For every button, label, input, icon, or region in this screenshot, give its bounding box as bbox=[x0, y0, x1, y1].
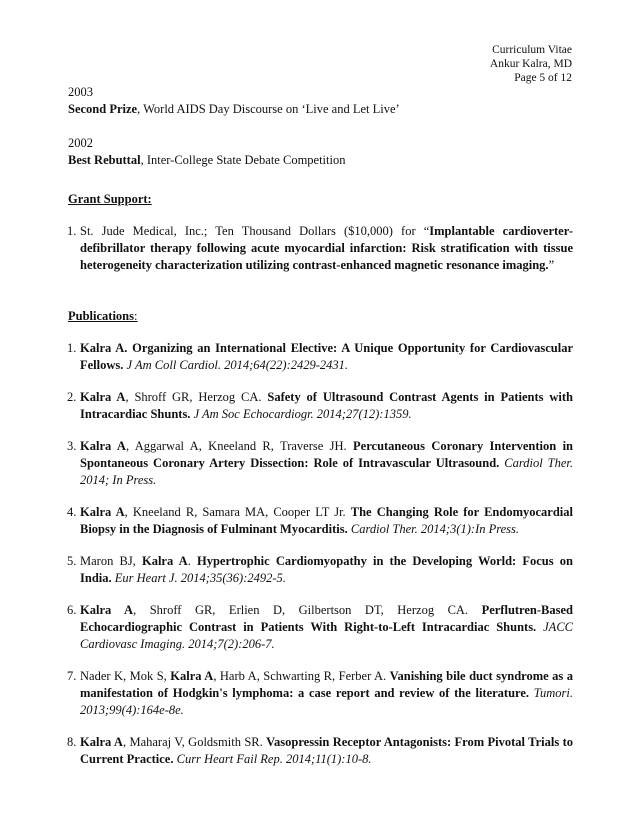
publication-item bbox=[68, 734, 573, 768]
publication-author-self: Kalra A bbox=[170, 669, 214, 683]
grant-closing-quote: ” bbox=[548, 258, 555, 272]
award-description: , Inter-College State Debate Competition bbox=[140, 153, 346, 167]
publication-citation: J Am Soc Echocardiogr. 2014;27(12):1359. bbox=[190, 407, 412, 421]
publication-coauthors-after: , Maharaj V, Goldsmith SR. bbox=[122, 735, 267, 749]
award-entry bbox=[68, 84, 573, 118]
publication-coauthors-after: , Harb A, Schwarting R, Ferber A. bbox=[213, 669, 390, 683]
page-content bbox=[68, 84, 573, 783]
publication-item bbox=[68, 389, 573, 423]
publication-title: Perflutren-Based Echocardiographic Contrast in Patients With Right-to-Left Intracardiac Shunts. bbox=[80, 603, 573, 634]
publication-item bbox=[68, 340, 573, 374]
award-title: Second Prize bbox=[68, 102, 138, 116]
publications-heading bbox=[68, 308, 573, 325]
publications-heading-colon: : bbox=[134, 309, 138, 323]
publication-number: 7. bbox=[67, 669, 77, 683]
publication-title: Safety of Ultrasound Contrast Agents in Patients with Intracardiac Shunts. bbox=[80, 390, 573, 421]
grant-number: 1. bbox=[67, 224, 77, 238]
publication-title: Hypertrophic Cardiomyopathy in the Developing World: Focus on India. bbox=[80, 554, 573, 585]
header-doc-title: Curriculum Vitae bbox=[492, 44, 572, 56]
publication-title: Organizing an International Elective: A Unique Opportunity for Cardiovascular Fellows. bbox=[80, 341, 573, 372]
publication-citation: JACC Cardiovasc Imaging. 2014;7(2):206-7. bbox=[80, 620, 573, 651]
publication-coauthors-after: , Shroff GR, Erlien D, Gilbertson DT, Herzog CA. bbox=[133, 603, 482, 617]
publication-number: 1. bbox=[67, 341, 77, 355]
publication-citation: Cardiol Ther. 2014; In Press. bbox=[80, 456, 573, 487]
award-year: 2003 bbox=[68, 85, 93, 99]
publication-coauthors-after: , Shroff GR, Herzog CA. bbox=[125, 390, 268, 404]
publication-coauthors-after: , Kneeland R, Samara MA, Cooper LT Jr. bbox=[124, 505, 351, 519]
header-author: Ankur Kalra, MD bbox=[489, 58, 572, 70]
publication-author-self: Kalra A bbox=[80, 603, 134, 617]
publication-author-self: Kalra A bbox=[80, 439, 126, 453]
publication-item bbox=[68, 553, 573, 587]
publication-number: 3. bbox=[67, 439, 77, 453]
page-header bbox=[490, 43, 572, 85]
publication-item bbox=[68, 602, 573, 653]
grant-support-heading bbox=[68, 191, 573, 208]
publication-author-self: Kalra A bbox=[80, 390, 126, 404]
publication-author-self: Kalra A bbox=[141, 554, 188, 568]
header-page-number: Page 5 of 12 bbox=[514, 72, 572, 84]
publication-coauthors-before: Nader K, Mok S, bbox=[80, 669, 171, 683]
publication-citation: J Am Coll Cardiol. 2014;64(22):2429-2431. bbox=[123, 358, 349, 372]
publication-item bbox=[68, 504, 573, 538]
publication-item bbox=[68, 668, 573, 719]
publication-number: 5. bbox=[67, 554, 77, 568]
award-year: 2002 bbox=[68, 136, 93, 150]
publication-title: Percutaneous Coronary Intervention in Spontaneous Coronary Artery Dissection: Role of Intravascular Ultrasound. bbox=[80, 439, 573, 470]
publication-title: Vanishing bile duct syndrome as a manifestation of Hodgkin's lymphoma: a case report and review of the literature. bbox=[80, 669, 573, 700]
award-description: , World AIDS Day Discourse on ‘Live and Let Live’ bbox=[137, 102, 400, 116]
publication-list bbox=[68, 340, 573, 768]
grant-support-heading-text: Grant Support: bbox=[68, 192, 152, 206]
grant-title: Implantable cardioverter-defibrillator therapy following acute myocardial infarction: Risk stratification with tissue heterogeneity characterization utilizing contrast-enhanced magnetic resonance imaging. bbox=[80, 224, 573, 272]
publication-citation: Curr Heart Fail Rep. 2014;11(1):10-8. bbox=[173, 752, 372, 766]
publication-citation: Eur Heart J. 2014;35(36):2492-5. bbox=[111, 571, 286, 585]
grant-list bbox=[68, 223, 573, 274]
publication-citation: Tumori. 2013;99(4):164e-8e. bbox=[80, 686, 573, 717]
publication-number: 6. bbox=[67, 603, 77, 617]
publication-citation: Cardiol Ther. 2014;3(1):In Press. bbox=[347, 522, 520, 536]
publication-coauthors-before: Maron BJ, bbox=[80, 554, 142, 568]
publication-coauthors-after: . bbox=[187, 554, 197, 568]
publication-number: 4. bbox=[67, 505, 77, 519]
publication-title: Vasopressin Receptor Antagonists: From Pivotal Trials to Current Practice. bbox=[80, 735, 573, 766]
publication-title: The Changing Role for Endomyocardial Biopsy in the Diagnosis of Fulminant Myocarditis. bbox=[80, 505, 573, 536]
publication-number: 2. bbox=[67, 390, 77, 404]
publication-author-self: Kalra A. bbox=[80, 341, 128, 355]
publication-item bbox=[68, 438, 573, 489]
award-entry bbox=[68, 135, 573, 169]
publications-heading-text: Publications bbox=[68, 309, 134, 323]
publication-author-self: Kalra A bbox=[80, 505, 125, 519]
publication-number: 8. bbox=[67, 735, 77, 749]
publication-coauthors-after: , Aggarwal A, Kneeland R, Traverse JH. bbox=[125, 439, 354, 453]
grant-sponsor: St. Jude Medical, Inc.; Ten Thousand Dollars ($10,000) for “ bbox=[80, 224, 430, 238]
grant-item bbox=[68, 223, 573, 274]
publication-author-self: Kalra A bbox=[80, 735, 123, 749]
award-title: Best Rebuttal bbox=[68, 153, 141, 167]
